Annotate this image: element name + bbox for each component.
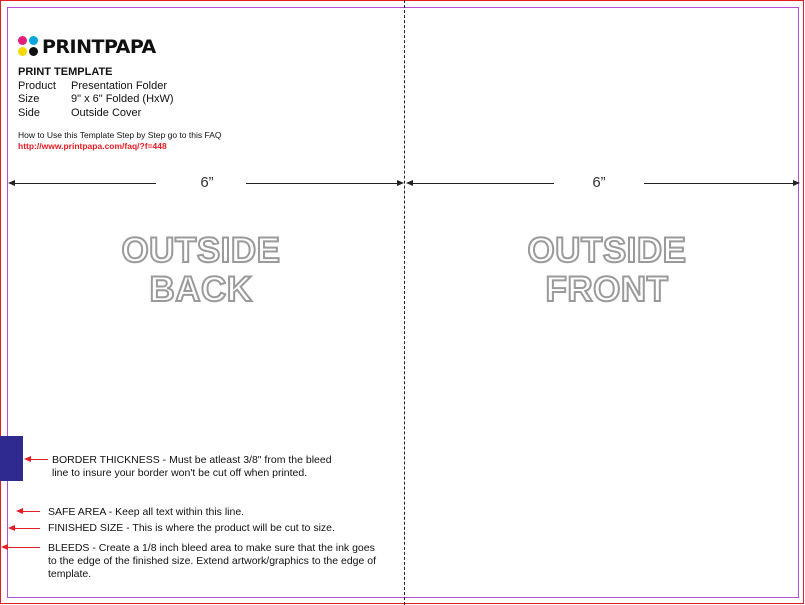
red-arrow-line (7, 547, 40, 548)
right-width-label: 6” (592, 174, 606, 191)
panel-label-outside-front (457, 231, 757, 309)
dim-line (246, 183, 398, 184)
howto-text: How to Use this Template Step by Step go to this FAQ (18, 130, 222, 140)
info-key: Side (18, 106, 41, 119)
panel-label-line: FRONT (545, 270, 669, 309)
info-value: Outside Cover (71, 106, 142, 119)
template-info (18, 66, 174, 120)
dim-line (412, 183, 554, 184)
panel-label-line: OUTSIDE (121, 231, 281, 270)
dim-arrow-right-icon (397, 180, 404, 186)
legend-line: BLEEDS - Create a 1/8 inch bleed area to make sure that the ink goes (48, 542, 375, 554)
dim-line (644, 183, 794, 184)
info-row-product (18, 80, 174, 94)
dim-line (14, 183, 156, 184)
panel-label-line: BACK (149, 270, 253, 309)
info-value: 9" x 6" Folded (HxW) (71, 93, 174, 105)
red-arrow-line (22, 511, 40, 512)
template-title: PRINT TEMPLATE (18, 66, 113, 78)
border-thickness-swatch (0, 436, 23, 481)
dim-arrow-right-icon (793, 180, 800, 186)
legend-border-thickness (52, 454, 332, 480)
howto-note (18, 130, 221, 152)
logo-text: PRINTPAPA (42, 36, 156, 58)
legend-line: BORDER THICKNESS - Must be atleast 3/8" from the bleed (52, 454, 332, 466)
faq-link[interactable]: http://www.printpapa.com/faq/?f=448 (18, 141, 167, 151)
panel-label-outside-back (51, 231, 351, 309)
logo-mark-icon (18, 36, 40, 58)
info-value: Presentation Folder (71, 79, 167, 92)
legend-safe-area: SAFE AREA - Keep all text within this line. (48, 506, 245, 518)
legend-finished-size: FINISHED SIZE - This is where the product will be cut to size. (48, 522, 335, 534)
panel-label-line: OUTSIDE (527, 231, 687, 270)
fold-line (404, 0, 405, 605)
info-key: Size (18, 93, 40, 105)
info-row-size (18, 93, 174, 107)
red-arrow-line (14, 528, 40, 529)
legend-bleeds (48, 542, 376, 581)
legend-line: to the edge of the finished size. Extend artwork/graphics to the edge of (48, 555, 377, 567)
info-key: Product (18, 79, 56, 92)
printpapa-logo (18, 36, 156, 58)
left-width-label: 6” (200, 174, 214, 191)
legend-line: template. (48, 568, 92, 580)
red-arrow-line (30, 459, 48, 460)
legend-line: line to insure your border won't be cut off when printed. (52, 467, 308, 479)
info-row-side (18, 107, 174, 121)
